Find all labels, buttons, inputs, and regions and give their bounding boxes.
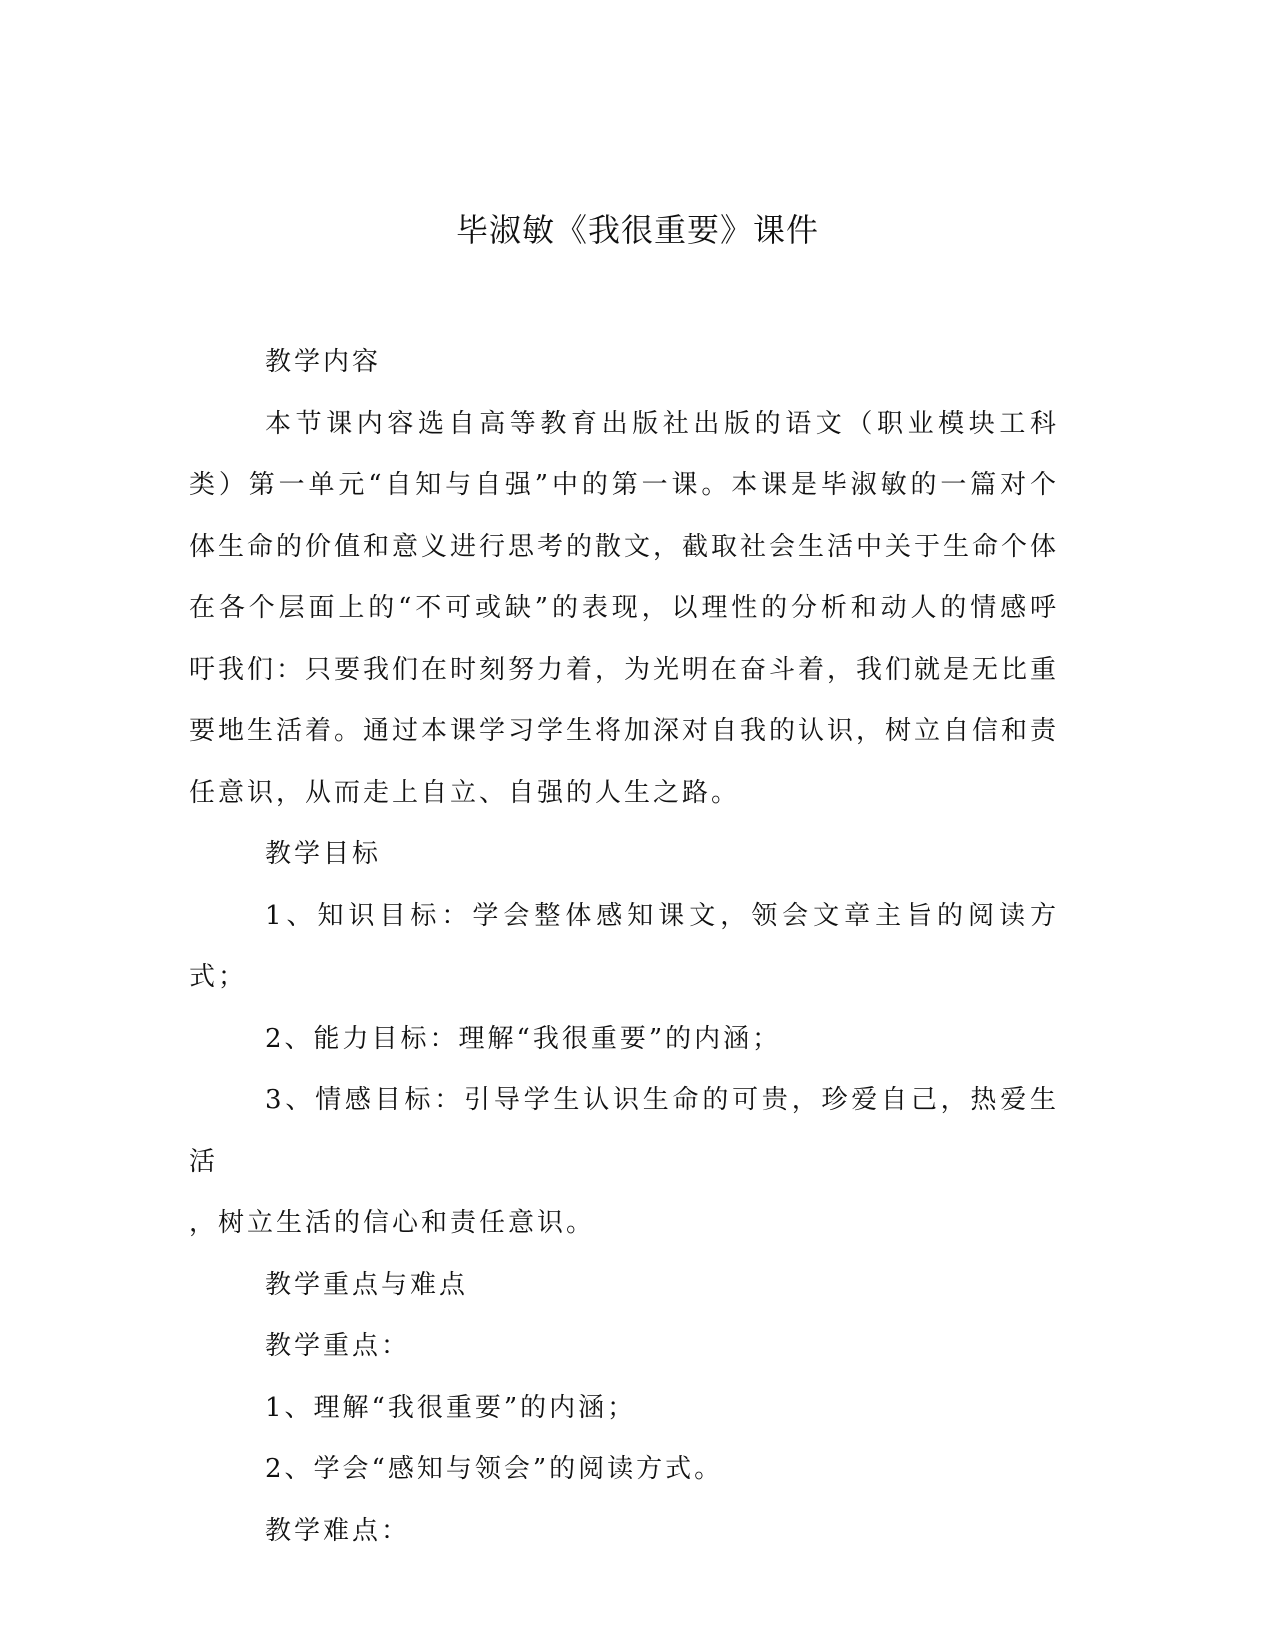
heading-teaching-goals: 教学目标: [265, 839, 382, 869]
heading-difficult-points: 教学难点：: [265, 1515, 411, 1546]
goal-emotion-continued: ，树立生活的信心和责任意识。: [189, 1208, 596, 1238]
heading-teaching-content: 教学内容: [265, 347, 382, 377]
heading-key-points: 教学重点：: [265, 1331, 411, 1361]
goal-knowledge: 1、知识目标：学会整体感知课文，领会文章主旨的阅读方式；: [189, 900, 1059, 992]
document-title: 毕淑敏《我很重要》课件: [455, 211, 819, 249]
key-point-1: 1、理解“我很重要”的内涵；: [265, 1392, 637, 1423]
goal-emotion: 3、情感目标：引导学生认识生命的可贵，珍爱自己，热爱生活: [189, 1085, 1059, 1177]
goal-ability: 2、能力目标：理解“我很重要”的内涵；: [265, 1023, 782, 1054]
paragraph-content-description: 本节课内容选自高等教育出版社出版的语文（职业模块工科类）第一单元“自知与自强”中的第一课。本课是毕淑敏的一篇对个体生命的价值和意义进行思考的散文，截取社会生活中关于生命个体在各个层面上的“不可或缺”的表现，以理性的分析和动人的情感呼吁我们：只要我们在时刻努力着，为光明在奋斗着，我们就是无比重要地生活着。通过本课学习学生将加深对自我的认识，树立自信和责任意识，从而走上自立、自强的人生之路。: [189, 408, 1060, 808]
document-body: [189, 332, 1059, 1562]
key-point-2: 2、学会“感知与领会”的阅读方式。: [265, 1454, 724, 1484]
heading-key-difficult-points: 教学重点与难点: [265, 1269, 469, 1300]
